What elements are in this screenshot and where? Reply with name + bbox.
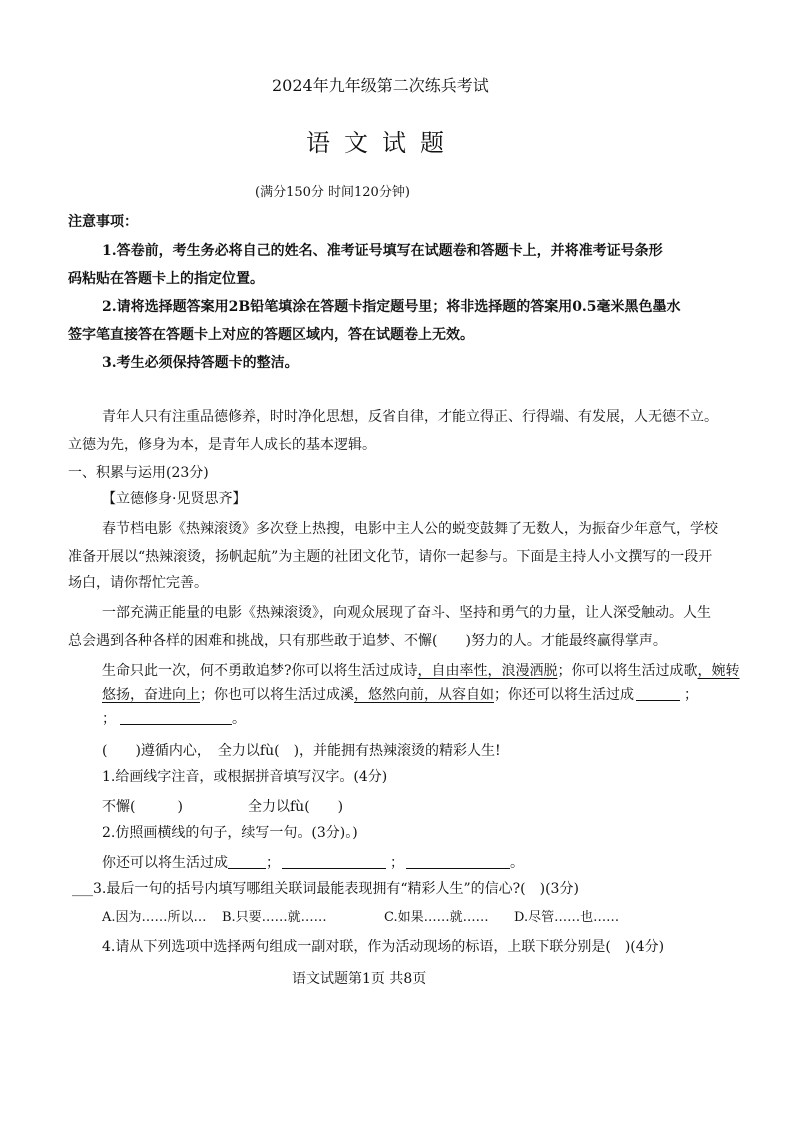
q2-blank-1[interactable] bbox=[228, 854, 266, 869]
page-footer: 语文试题第1页 共8页 bbox=[292, 971, 427, 987]
question-4: 4.请从下列选项中选择两句组成一副对联，作为活动现场的标语，上联下联分别是( )(4分) bbox=[102, 939, 665, 955]
para3-line-3 bbox=[102, 708, 246, 728]
para1-line-2: 准备开展以“热辣滚烫，扬帆起航”为主题的社团文化节，请你一起参与。下面是主持人小文撰写的一段开 bbox=[68, 549, 713, 565]
para3-line-1 bbox=[102, 660, 740, 680]
answer-blank-2[interactable] bbox=[120, 710, 232, 725]
q2-blank-2[interactable] bbox=[282, 854, 386, 869]
para3-text-a: 生命只此一次，何不勇敢追梦?你可以将生活过成诗 bbox=[102, 663, 418, 679]
para3-text-c: ；你也可以将生活过成溪 bbox=[200, 687, 354, 703]
para2-line-1: 一部充满正能量的电影《热辣滚烫》，向观众展现了奋斗、坚持和勇气的力量，让人深受触动。人生 bbox=[102, 605, 711, 621]
q2-prefix: 你还可以将生活过成 bbox=[102, 855, 228, 871]
section-theme: 【立德修身·见贤思齐】 bbox=[102, 491, 247, 507]
q2-sep-2: ； bbox=[390, 855, 404, 871]
notice-rule-1-cont: 码粘贴在答题卡上的指定位置。 bbox=[68, 271, 264, 287]
notice-label: 注意事项： bbox=[68, 214, 138, 230]
para2-line-2: 总会遇到各种各样的困难和挑战，只有那些敢于追梦、不懈( )努力的人。才能最终赢得掌声。 bbox=[68, 633, 667, 649]
notice-rule-1: 1.答卷前，考生务必将自己的姓名、准考证号填写在试题卷和答题卡上，并将准考证号条形 bbox=[102, 243, 663, 259]
exam-title: 2024年九年级第二次练兵考试 bbox=[272, 76, 489, 95]
section-heading: 一、积累与运用(23分) bbox=[68, 465, 209, 481]
para4: ( )遵循内心， 全力以fù( )，并能拥有热辣滚烫的精彩人生! bbox=[102, 743, 501, 759]
subject-title: 语文试题 bbox=[306, 129, 458, 157]
q2-blank-3[interactable] bbox=[406, 854, 510, 869]
q2-end: 。 bbox=[510, 855, 524, 871]
question-2: 2.仿照画横线的句子，续写一句。(3分)。) bbox=[102, 825, 358, 841]
q2-sep-1: ； bbox=[266, 855, 280, 871]
question-1: 1.给画线字注音，或根据拼音填写汉字。(4分) bbox=[102, 769, 388, 785]
score-info: (满分150分 时间120分钟) bbox=[255, 185, 410, 200]
intro-line-2: 立德为先，修身为本，是青年人成长的基本逻辑。 bbox=[68, 437, 376, 453]
q3-number-blank: ___ bbox=[72, 881, 93, 897]
q3-option-b: B.只要……就…… bbox=[222, 910, 327, 925]
para1-line-1: 春节档电影《热辣滚烫》多次登上热搜，电影中主人公的蜕变鼓舞了无数人，为振奋少年意气，学校 bbox=[102, 521, 718, 537]
para3-text-b: ；你可以将生活过成歌 bbox=[557, 663, 698, 679]
q3-option-c: C.如果……就…… bbox=[384, 910, 489, 925]
para3-text-e: ； bbox=[102, 711, 116, 727]
intro-line-1: 青年人只有注重品德修养，时时净化思想，反省自律，才能立得正、行得端、有发展，人无德不立。 bbox=[102, 409, 718, 425]
notice-rule-2-cont: 签字笔直接答在答题卡上对应的答题区域内，答在试题卷上无效。 bbox=[68, 327, 474, 343]
answer-blank-1[interactable] bbox=[636, 686, 680, 701]
q3-text: 3.最后一句的括号内填写哪组关联词最能表现拥有“精彩人生”的信心?( )(3分) bbox=[93, 881, 579, 897]
notice-rule-3: 3.考生必须保持答题卡的整洁。 bbox=[102, 355, 299, 371]
question-3 bbox=[72, 878, 579, 898]
underlined-phrase-1: ，自由率性，浪漫洒脱 bbox=[417, 663, 558, 679]
para3-period: 。 bbox=[232, 711, 246, 727]
underlined-phrase-2a: ，婉转 bbox=[697, 663, 740, 679]
para1-line-3: 场白，请你帮忙完善。 bbox=[68, 575, 208, 591]
underlined-phrase-2b: 悠扬，奋进向上 bbox=[102, 687, 200, 703]
underlined-phrase-3: ，悠然向前，从容自如 bbox=[354, 687, 494, 703]
para3-line-2 bbox=[102, 684, 698, 704]
para3-text-d: ；你还可以将生活过成 bbox=[494, 687, 634, 703]
q3-option-d: D.尽管……也…… bbox=[514, 910, 620, 925]
question-1-item-b: 全力以fù( ) bbox=[248, 799, 344, 815]
notice-rule-2: 2.请将选择题答案用2B铅笔填涂在答题卡指定题号里；将非选择题的答案用0.5毫米黑色墨水 bbox=[102, 299, 681, 315]
para3-semicolon: ； bbox=[684, 687, 698, 703]
question-1-item-a: 不懈( ) bbox=[102, 799, 183, 815]
question-2-answer-line bbox=[102, 852, 524, 872]
q3-option-a: A.因为……所以… bbox=[102, 910, 207, 925]
